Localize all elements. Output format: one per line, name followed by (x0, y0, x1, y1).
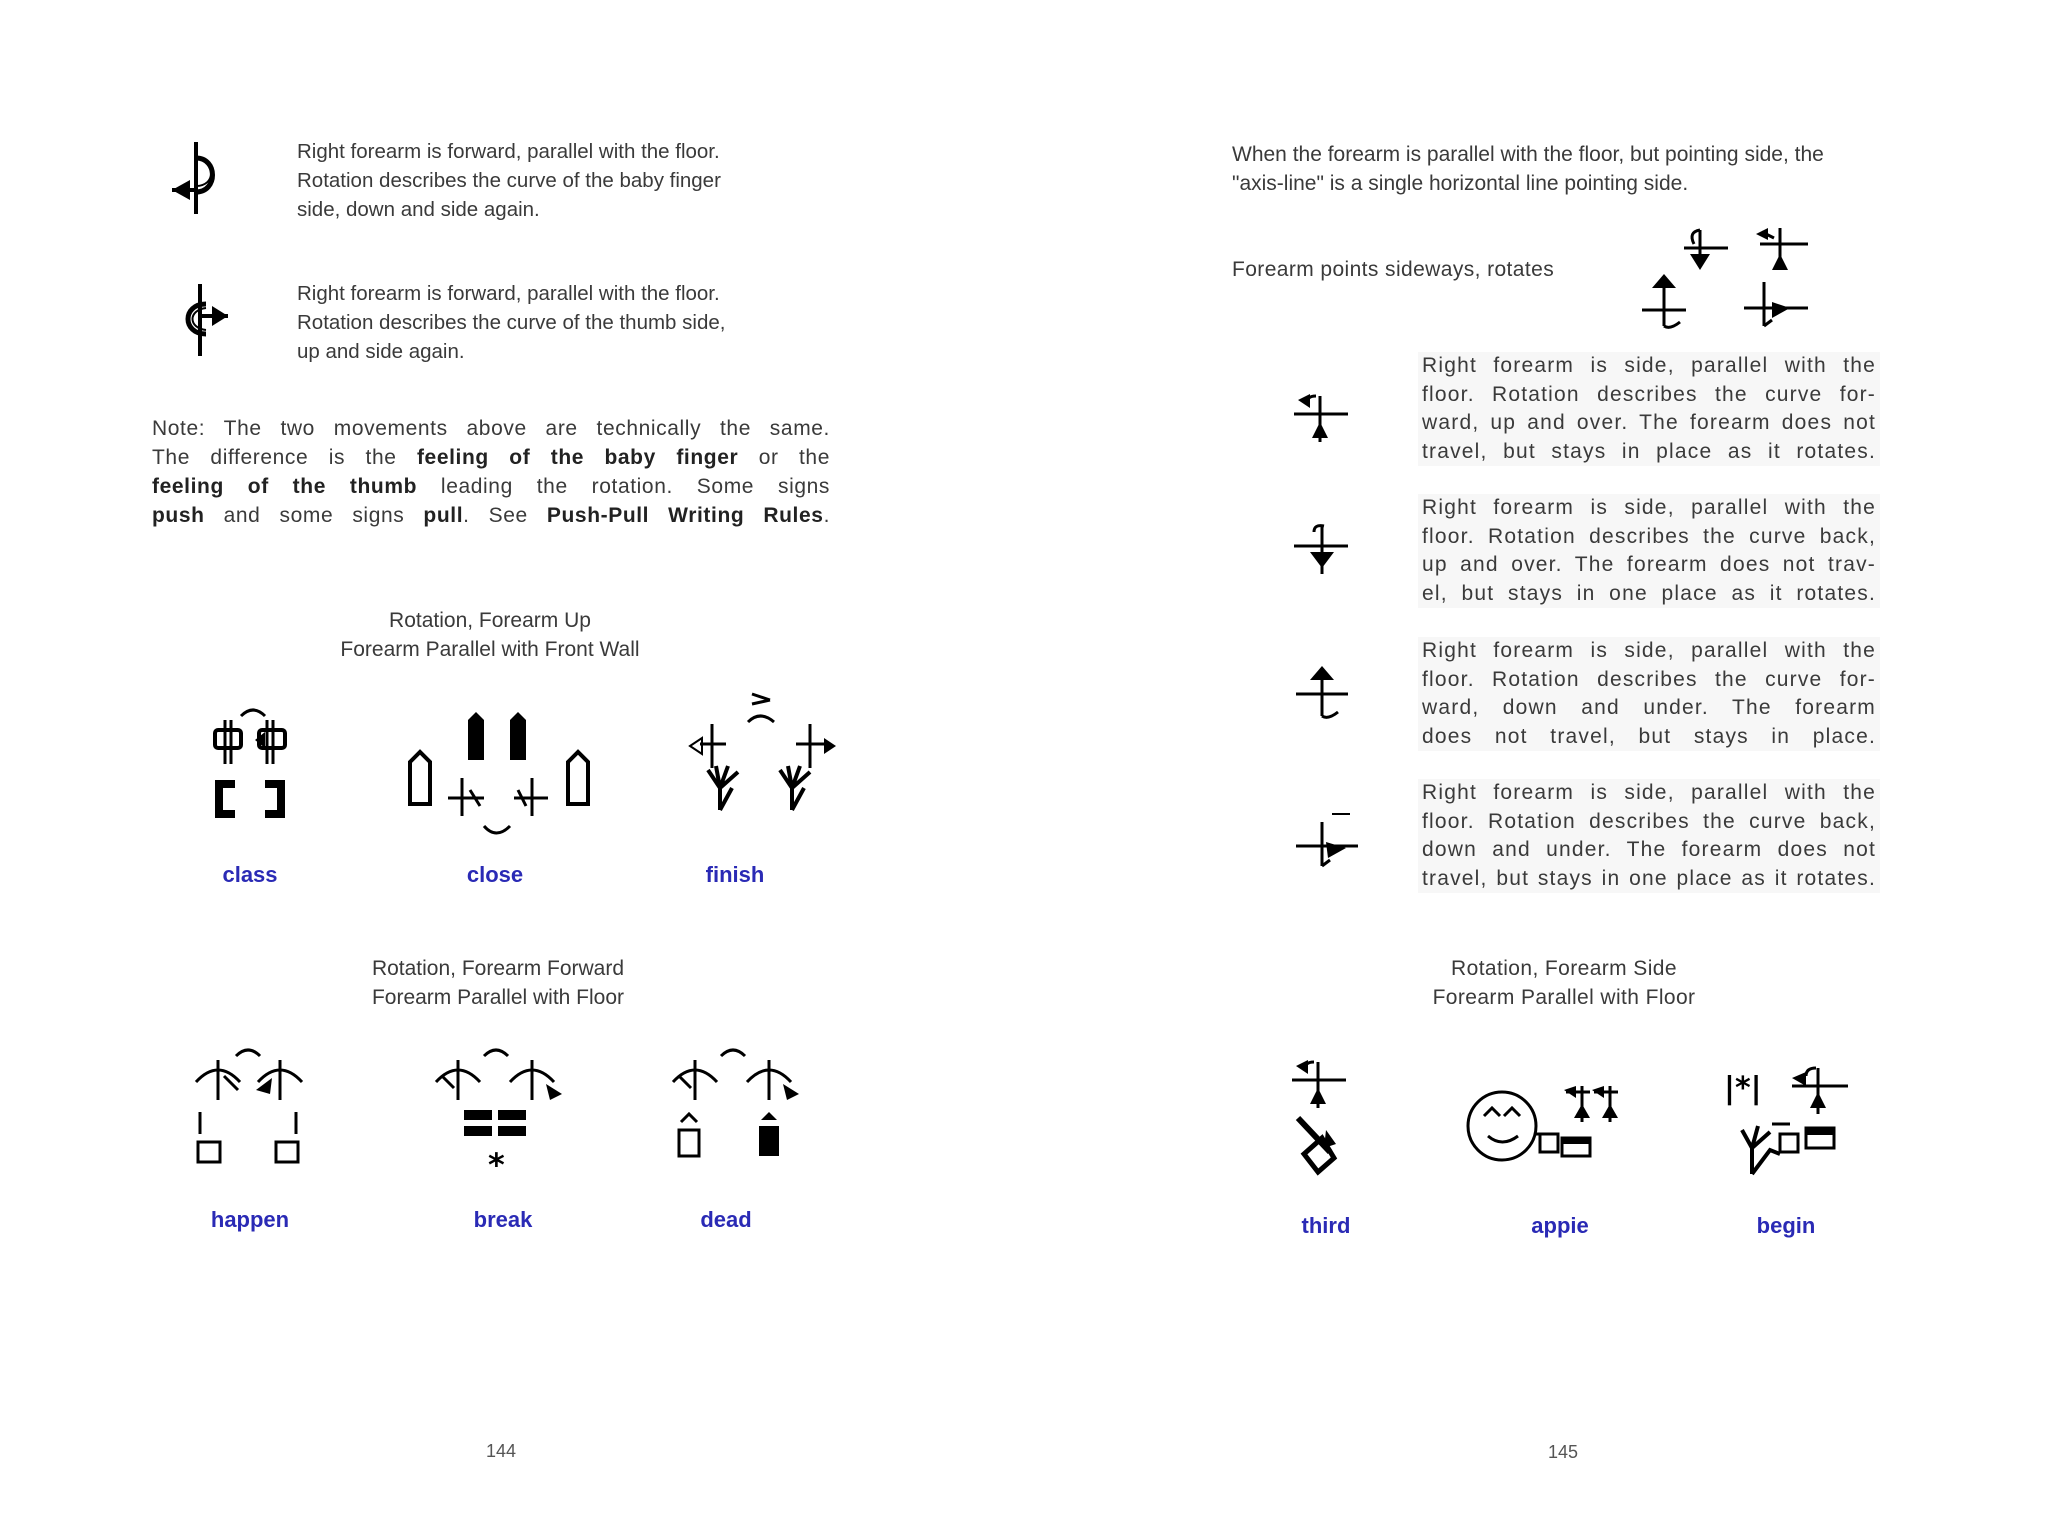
side-entry-text-2 (1418, 494, 1880, 608)
note-emphasis: feeling of the thumb (152, 475, 418, 498)
sign-word-begin: begin (1756, 1213, 1816, 1238)
intro-paragraph (1232, 140, 1932, 198)
caption-line: Forearm Parallel with Front Wall (340, 638, 640, 661)
rotation-thumb-icon (172, 282, 232, 358)
sign-word-close: close (466, 862, 524, 887)
note-text: . (823, 504, 830, 527)
sign-close-icon (400, 712, 600, 852)
text-line: floor. Rotation describes the curve for- (1422, 667, 1876, 691)
note-text: Note: The two movements above are technically the same. (152, 417, 830, 440)
sign-class-icon (205, 700, 305, 830)
text-line: does not travel, but stays in place. (1422, 724, 1876, 748)
svg-text:*: * (488, 1146, 505, 1184)
text-line: travel, but stays in one place as it rotates. (1422, 866, 1876, 890)
side-entry-text-4 (1418, 779, 1880, 893)
note-text: and some signs (204, 504, 424, 527)
text-line: Right forearm is side, parallel with the (1422, 354, 1876, 377)
text-line: ward, down and under. The forearm (1422, 696, 1876, 720)
text-line: Right forearm is side, parallel with the (1422, 639, 1876, 662)
side-entry-text-3 (1418, 637, 1880, 751)
text-line: floor. Rotation describes the curve back, (1422, 809, 1876, 833)
text-line: Right forearm is forward, parallel with the floor. (297, 140, 720, 163)
note-line-3 (152, 472, 830, 501)
caption-line: Rotation, Forearm Side (1451, 957, 1677, 980)
text-line: floor. Rotation describes the curve for- (1422, 382, 1876, 406)
sign-word-appie: appie (1531, 1213, 1589, 1238)
caption-line: Forearm Parallel with Floor (371, 986, 625, 1009)
rotation-side-forward-over-icon (1292, 392, 1352, 444)
sign-appie-icon (1466, 1082, 1652, 1182)
note-text: or the (738, 446, 830, 469)
entry-text-2 (297, 279, 817, 366)
text-line: Right forearm is forward, parallel with the floor. (297, 282, 720, 305)
text-line: floor. Rotation describes the curve back, (1422, 524, 1876, 548)
svg-text:|*|: |*| (1724, 1071, 1762, 1106)
text-line: "axis-line" is a single horizontal line pointing side. (1232, 172, 1689, 195)
text-line: el, but stays in one place as it rotates. (1422, 581, 1876, 605)
text-line: up and side again. (297, 340, 465, 363)
section-caption-forearm-forward (298, 954, 698, 1012)
page-number-right: 145 (1548, 1442, 1579, 1462)
note-text: The difference is the (152, 446, 417, 469)
note-line-1 (152, 414, 830, 443)
note-text: leading the rotation. Some signs (417, 475, 830, 498)
sideways-rotation-symbols-icon (1640, 222, 1820, 334)
note-emphasis: pull (423, 504, 464, 527)
sign-begin-icon (1722, 1064, 1852, 1184)
sign-word-third: third (1301, 1213, 1351, 1238)
note-emphasis: push (152, 504, 205, 527)
rotation-side-back-under-icon (1292, 812, 1362, 870)
caption-line: Rotation, Forearm Forward (371, 957, 625, 980)
rotation-side-back-over-icon (1292, 522, 1352, 576)
text-line: ward, up and over. The forearm does not (1422, 411, 1876, 435)
text-line: down and under. The forearm does not (1422, 838, 1876, 862)
sign-word-finish: finish (705, 862, 765, 887)
entry-text-1 (297, 137, 817, 224)
sign-finish-icon (680, 688, 840, 828)
text-line: Right forearm is side, parallel with the (1422, 781, 1876, 804)
note-emphasis: feeling of the baby finger (416, 446, 739, 469)
caption-line: Rotation, Forearm Up (389, 609, 591, 632)
sign-word-break: break (473, 1207, 533, 1232)
text-line: Rotation describes the curve of the thumb side, (297, 311, 726, 334)
sign-happen-icon (190, 1046, 310, 1178)
note-line-2 (152, 443, 830, 472)
text-line: side, down and side again. (297, 198, 540, 221)
rotation-side-forward-under-icon (1292, 664, 1352, 722)
text-line: travel, but stays in place as it rotates. (1422, 439, 1876, 463)
push-pull-rules-reference: Push-Pull Writing Rules (546, 504, 824, 527)
sign-break-icon (428, 1046, 568, 1186)
text-line: Rotation describes the curve of the baby finger (297, 169, 721, 192)
section-caption-forearm-up (290, 606, 690, 664)
sign-word-class: class (222, 862, 278, 887)
rotation-baby-finger-icon (168, 140, 228, 216)
sign-word-dead: dead (700, 1207, 752, 1232)
side-entry-text-1 (1418, 352, 1880, 466)
note-text: . See (463, 504, 547, 527)
caption-line: Forearm Parallel with Floor (1432, 986, 1696, 1009)
sign-third-icon (1290, 1058, 1360, 1178)
sideways-label: Forearm points sideways, rotates (1232, 258, 1555, 281)
note-paragraph (152, 414, 830, 530)
text-line: up and over. The forearm does not trav- (1422, 553, 1876, 577)
note-line-4 (152, 501, 830, 530)
page-number-left: 144 (486, 1441, 517, 1461)
section-caption-forearm-side (1364, 954, 1764, 1012)
text-line: Right forearm is side, parallel with the (1422, 496, 1876, 519)
sign-word-happen: happen (210, 1207, 290, 1232)
sign-dead-icon (665, 1046, 805, 1186)
text-line: When the forearm is parallel with the floor, but pointing side, the (1232, 143, 1824, 166)
